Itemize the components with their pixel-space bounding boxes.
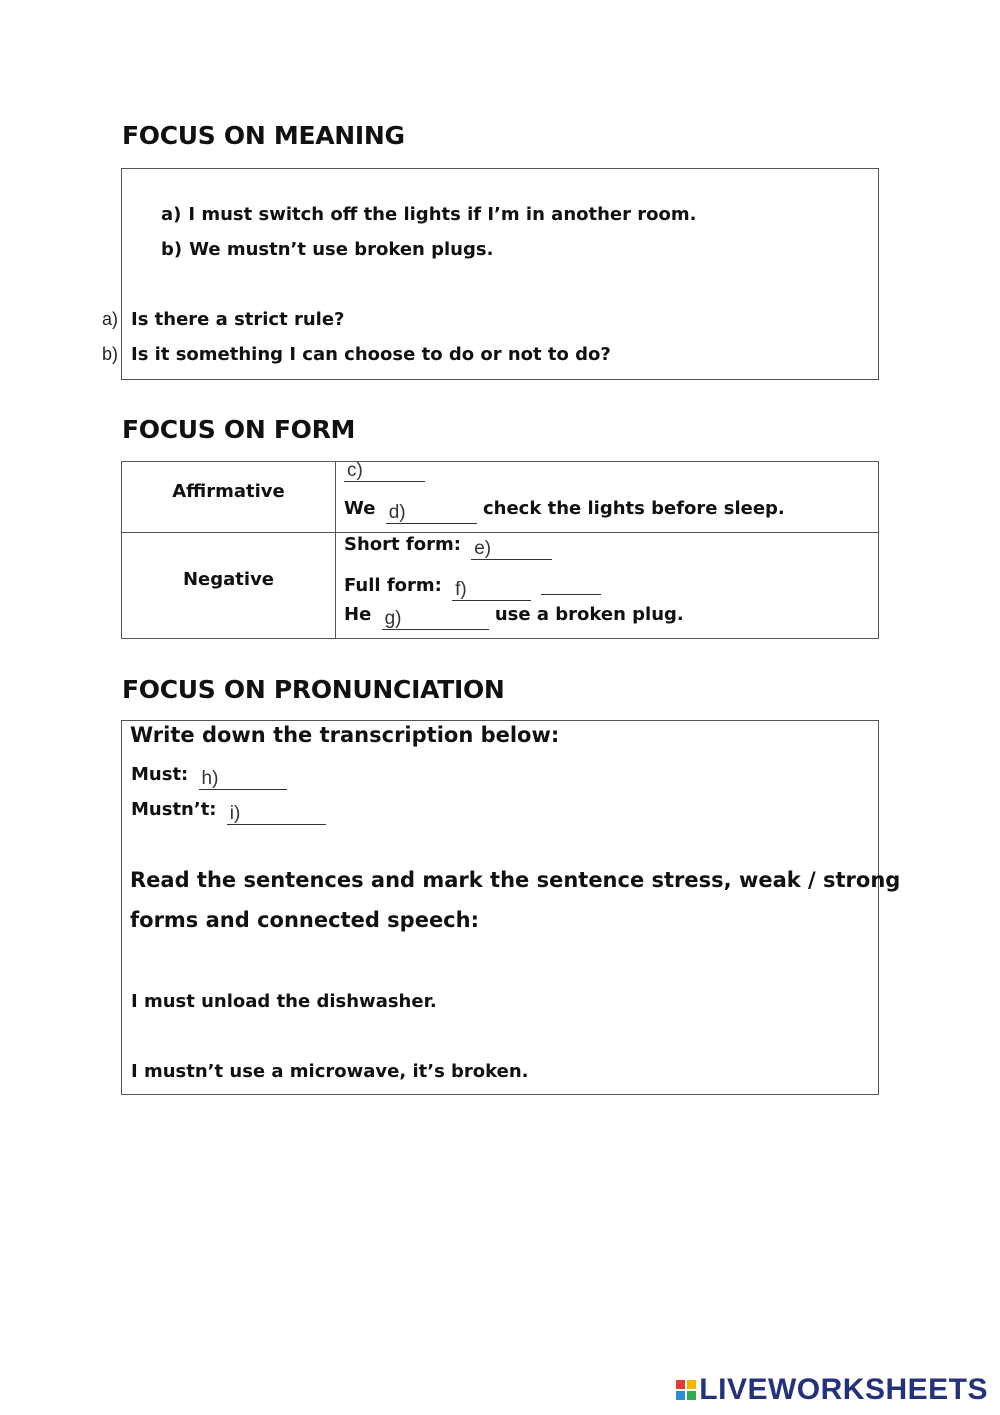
practice-sentence-2: I mustn’t use a microwave, it’s broken. bbox=[131, 1061, 529, 1082]
negative-suffix: use a broken plug. bbox=[494, 604, 684, 625]
meaning-question-b: Is it something I can choose to do or not to do? bbox=[131, 344, 611, 365]
stress-instruction-line-2: forms and connected speech: bbox=[130, 908, 479, 932]
practice-sentence-1: I must unload the dishwasher. bbox=[131, 991, 437, 1012]
affirmative-line-2 bbox=[344, 498, 785, 523]
blank-d-input[interactable]: d) bbox=[386, 502, 477, 524]
example-text: We mustn’t use broken plugs. bbox=[189, 239, 494, 260]
logo-square-1 bbox=[676, 1380, 685, 1389]
mustnt-label: Mustn’t: bbox=[131, 799, 217, 820]
short-form-label: Short form: bbox=[344, 534, 461, 555]
negative-label: Negative bbox=[182, 569, 275, 590]
stress-instruction-line-1: Read the sentences and mark the sentence stress, weak / strong bbox=[130, 868, 901, 892]
example-marker: b) bbox=[161, 239, 183, 260]
full-form-label: Full form: bbox=[344, 575, 442, 596]
table-row-divider bbox=[122, 532, 878, 533]
meaning-question-a: Is there a strict rule? bbox=[131, 309, 345, 330]
negative-prefix: He bbox=[344, 604, 372, 625]
negative-full-form bbox=[344, 569, 601, 600]
affirmative-prefix: We bbox=[344, 498, 376, 519]
blank-i-input[interactable]: i) bbox=[227, 803, 326, 825]
must-label: Must: bbox=[131, 764, 189, 785]
logo-text: LIVEWORKSHEETS bbox=[699, 1373, 988, 1406]
blank-g-input[interactable]: g) bbox=[382, 608, 489, 630]
example-text: I must switch off the lights if I’m in another room. bbox=[188, 204, 697, 225]
blank-c-input[interactable]: c) bbox=[344, 460, 425, 482]
logo-square-3 bbox=[676, 1391, 685, 1400]
section-title-form: FOCUS ON FORM bbox=[122, 415, 356, 444]
must-line bbox=[131, 764, 287, 789]
section-title-meaning: FOCUS ON MEANING bbox=[122, 121, 405, 150]
question-marker-a: a) bbox=[102, 309, 119, 329]
affirmative-suffix: check the lights before sleep. bbox=[482, 498, 785, 519]
question-marker-b: b) bbox=[102, 344, 119, 364]
affirmative-line-1 bbox=[344, 456, 425, 481]
negative-example-line bbox=[344, 604, 684, 629]
transcription-instruction: Write down the transcription below: bbox=[130, 723, 560, 747]
logo-icon bbox=[676, 1380, 696, 1400]
liveworksheets-logo bbox=[676, 1373, 988, 1407]
blank-e-input[interactable]: e) bbox=[471, 538, 552, 560]
blank-f2-input[interactable] bbox=[541, 573, 601, 595]
affirmative-label: Affirmative bbox=[172, 481, 285, 502]
blank-f-input[interactable]: f) bbox=[452, 579, 531, 601]
pronunciation-box bbox=[121, 720, 901, 1095]
example-marker: a) bbox=[161, 204, 182, 225]
meaning-example-a bbox=[161, 204, 696, 225]
logo-square-4 bbox=[687, 1391, 696, 1400]
section-title-pronunciation: FOCUS ON PRONUNCIATION bbox=[122, 675, 505, 704]
form-table bbox=[121, 461, 879, 639]
mustnt-line bbox=[131, 799, 326, 824]
meaning-example-b bbox=[161, 239, 493, 260]
blank-h-input[interactable]: h) bbox=[199, 768, 287, 790]
negative-short-form bbox=[344, 534, 552, 559]
logo-square-2 bbox=[687, 1380, 696, 1389]
table-column-divider bbox=[335, 462, 336, 638]
